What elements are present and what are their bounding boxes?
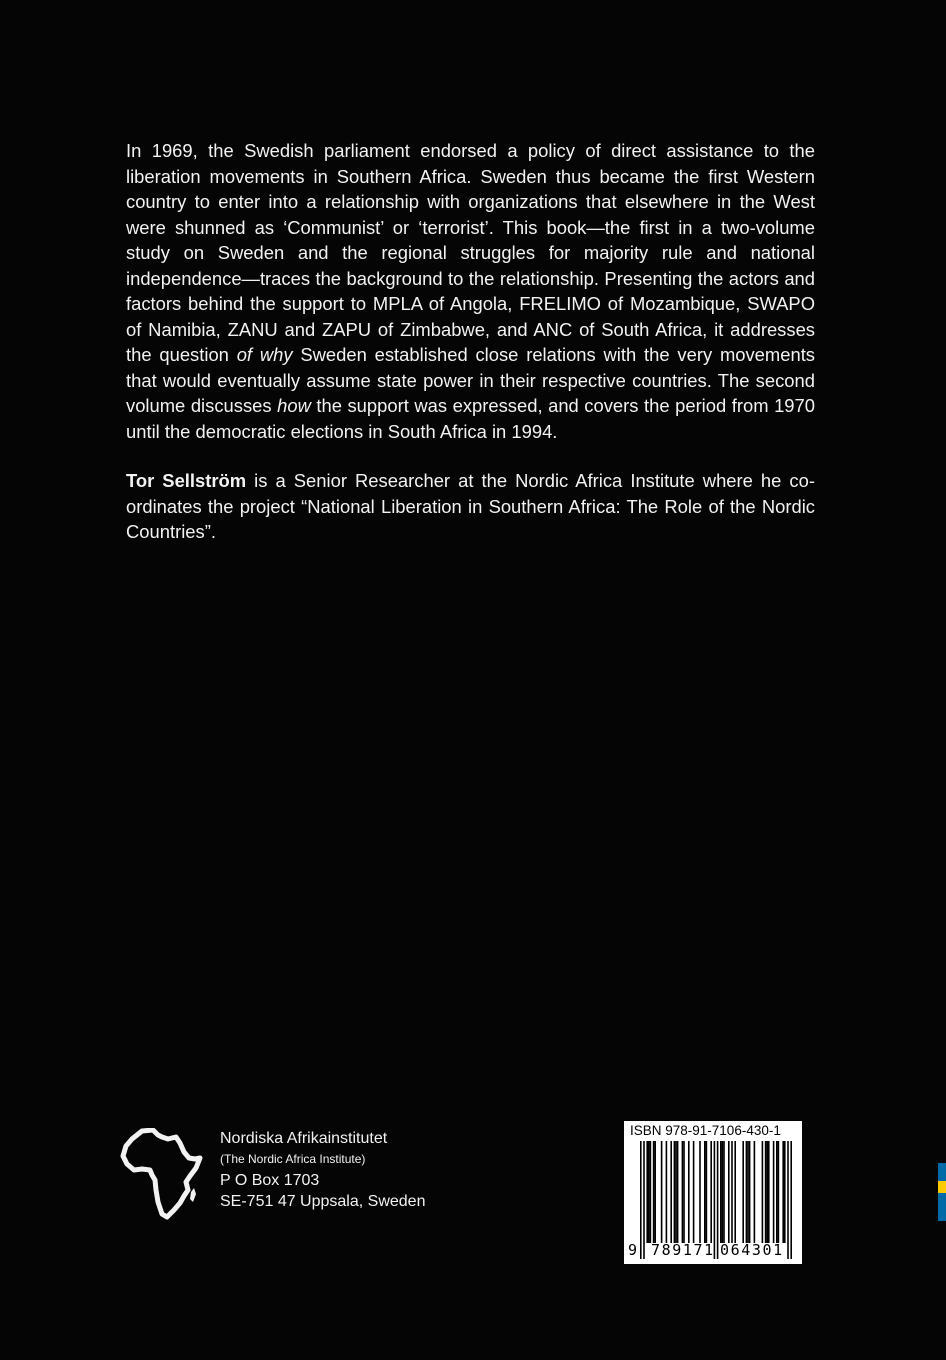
publisher-block [120,1128,520,1228]
barcode-bar [722,1141,724,1243]
barcode-bar [666,1141,668,1243]
barcode-bar [720,1141,722,1243]
author-bio [126,468,815,545]
author-bio-paragraph [126,468,815,545]
blurb-segment-italic: how [277,395,311,416]
barcode-bar [723,1141,725,1243]
barcode-bar [675,1141,677,1243]
barcode-bar [710,1141,712,1243]
barcode-bar [648,1141,650,1243]
barcode-bar [731,1141,733,1243]
barcode-left-digits: 789171 [651,1241,715,1259]
barcode-bar [683,1141,685,1243]
barcode-right-digits: 064301 [720,1241,784,1259]
barcode-bar [776,1141,778,1243]
barcode-bar [768,1141,770,1243]
barcode-bar [677,1141,679,1243]
swedish-flag-edge [938,1163,946,1221]
barcode-guard-bar [787,1141,789,1259]
africa-continent-icon [120,1128,204,1222]
barcode-guard-bar [640,1141,642,1259]
barcode-bar [688,1141,690,1243]
barcode-bar [654,1141,656,1243]
barcode-bar [782,1141,784,1243]
barcode-bar [661,1141,663,1243]
publisher-city: SE-751 47 Uppsala, Sweden [220,1193,426,1210]
barcode-bar [784,1141,786,1243]
isbn-label: ISBN 978-91-7106-430-1 [630,1123,781,1138]
barcode-bar [746,1141,748,1243]
barcode-lead-digit: 9 [628,1241,638,1259]
publisher-name: Nordiska Afrikainstitutet [220,1130,388,1147]
barcode-bar [765,1141,767,1243]
barcode-bar [653,1141,655,1243]
barcode-bar [670,1141,672,1243]
publisher-english-name: (The Nordic Africa Institute) [220,1152,366,1166]
blurb-segment-italic: of why [236,344,293,365]
barcode-bar [754,1141,756,1243]
barcode-bar [706,1141,708,1243]
author-bio-text: is a Senior Researcher at the Nordic Africa Institute where he co-ordinates the project “National Liberation in Southern Africa: The Role of the Nordic Countries”. [126,470,815,542]
barcode-bar [734,1141,736,1243]
blurb-paragraph [126,138,815,444]
barcode-bar [699,1141,701,1243]
barcode-bar [674,1141,676,1243]
barcode-bar [773,1141,775,1243]
publisher-address [220,1128,520,1212]
barcode-guard-bar [717,1141,719,1259]
barcode-bar [646,1141,648,1243]
barcode-bar [682,1141,684,1243]
barcode-bar [742,1141,744,1243]
publisher-po-box: P O Box 1703 [220,1172,320,1189]
barcode-bar [693,1141,695,1243]
author-name: Tor Sellström [126,470,247,491]
barcode-guard-bar [643,1141,645,1259]
barcode-bar [650,1141,652,1243]
barcode-bar [704,1141,706,1243]
blurb-segment: Sweden established close relations with the very movements that would eventually assume state power in their respective countries. The second volume discusses [126,344,815,416]
barcode-bar [728,1141,730,1243]
barcode-bar [778,1141,780,1243]
book-blurb [126,138,815,444]
barcode-bar [749,1141,751,1243]
blurb-segment: In 1969, the Swedish parliament endorsed a policy of direct assistance to the liberation movements in Southern Africa. Sweden thus became the first Western country to enter into a relationship with organizations that elsewhere in the West were shunned as ‘Communist’ or ‘terrorist’. This book—the first in a two-volume study on Sweden and the regional struggles for majority rule and national independence—traces the background to the relationship. Presenting the actors and factors behind the support to MPLA of Angola, FRELIMO of Mozambique, SWAPO of Namibia, ZANU and ZAPU of Zimbabwe, and ANC of South Africa, it addresses the question [126,140,815,365]
blurb-segment: the support was expressed, and covers the period from 1970 until the democratic elections in South Africa in 1994. [126,395,815,442]
barcode-bar [747,1141,749,1243]
barcode-bar [762,1141,764,1243]
barcode-bar [766,1141,768,1243]
barcode-guard-bar [790,1141,792,1259]
isbn-barcode [624,1121,802,1264]
